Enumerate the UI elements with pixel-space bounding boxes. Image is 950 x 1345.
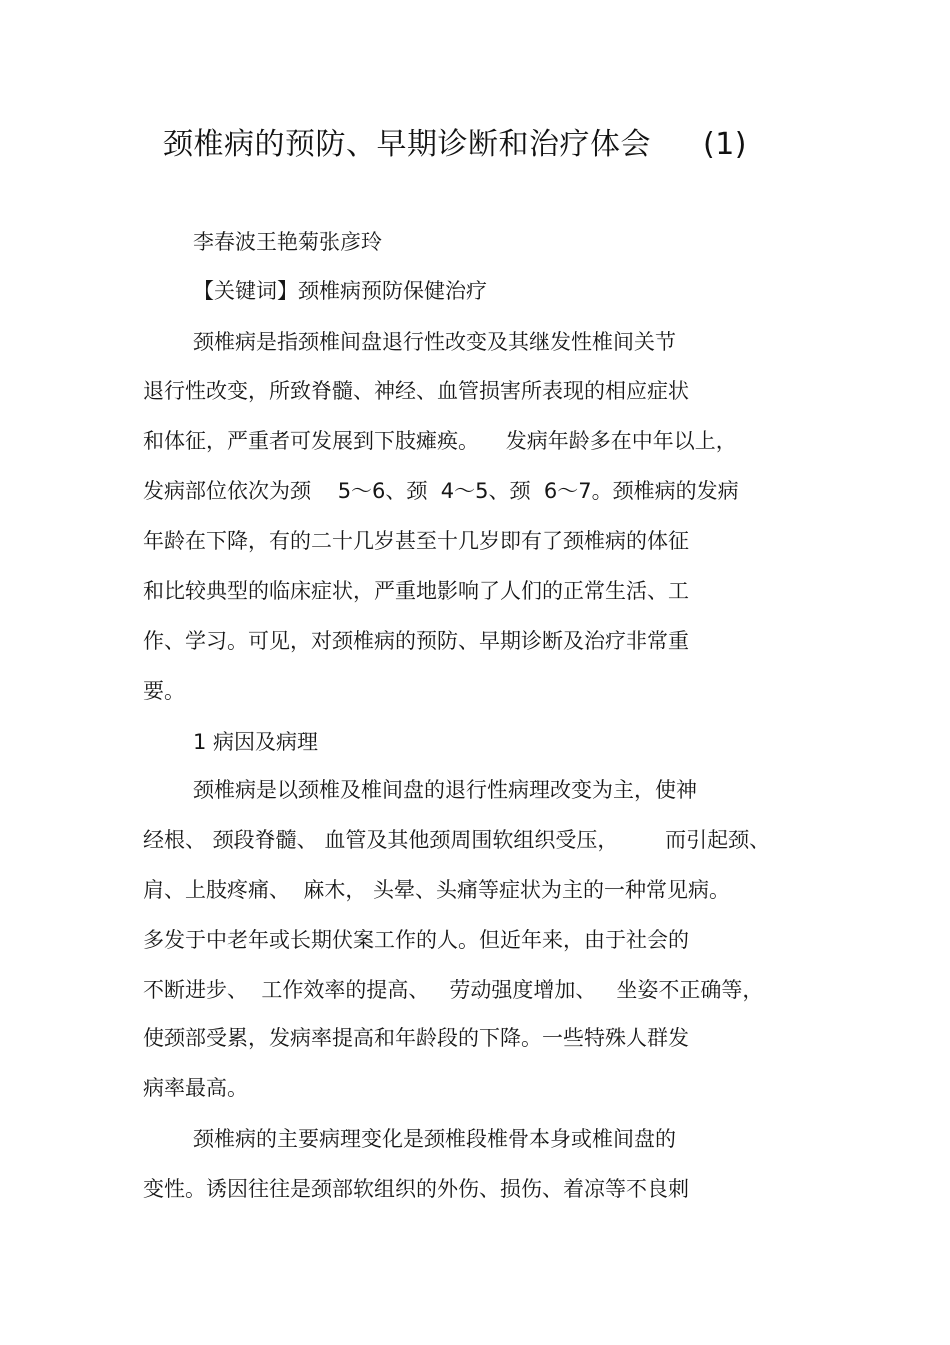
body-line: 发病部位依次为颈 5～6、颈 4～5、颈 6～7。颈椎病的发病: [143, 479, 739, 503]
body-line: 要。: [143, 679, 185, 703]
body-line: 退行性改变，所致脊髓、神经、血管损害所表现的相应症状: [143, 379, 689, 403]
section-heading: 1 病因及病理: [193, 730, 319, 754]
body-line: 经根、 颈段脊髓、 血管及其他颈周围软组织受压， 而引起颈、: [143, 828, 771, 852]
body-line: 作、学习。可见，对颈椎病的预防、早期诊断及治疗非常重: [143, 629, 689, 653]
body-line: 和体征，严重者可发展到下肢瘫痪。 发病年龄多在中年以上，: [143, 429, 737, 453]
body-line: 不断进步、 工作效率的提高、 劳动强度增加、 坐姿不正确等，: [143, 978, 764, 1002]
title-number: (1): [703, 127, 747, 162]
body-line: 颈椎病的主要病理变化是颈椎段椎骨本身或椎间盘的: [193, 1127, 676, 1151]
body-line: 颈椎病是指颈椎间盘退行性改变及其继发性椎间关节: [193, 330, 676, 354]
document-title: [163, 123, 747, 167]
body-line: 变性。诱因往往是颈部软组织的外伤、损伤、着凉等不良刺: [143, 1177, 689, 1201]
body-line: 肩、上肢疼痛、 麻木， 头晕、头痛等症状为主的一种常见病。: [143, 878, 731, 902]
body-line: 使颈部受累，发病率提高和年龄段的下降。一些特殊人群发: [143, 1026, 689, 1050]
body-line: 和比较典型的临床症状，严重地影响了人们的正常生活、工: [143, 579, 689, 603]
keywords-line: 【关键词】颈椎病预防保健治疗: [193, 279, 487, 303]
title-text: 颈椎病的预防、早期诊断和治疗体会: [163, 127, 651, 162]
body-line: 病率最高。: [143, 1076, 248, 1100]
authors-line: 李春波王艳菊张彦玲: [193, 230, 382, 254]
body-line: 年龄在下降，有的二十几岁甚至十几岁即有了颈椎病的体征: [143, 529, 689, 553]
body-line: 多发于中老年或长期伏案工作的人。但近年来，由于社会的: [143, 928, 689, 952]
body-line: 颈椎病是以颈椎及椎间盘的退行性病理改变为主，使神: [193, 778, 697, 802]
